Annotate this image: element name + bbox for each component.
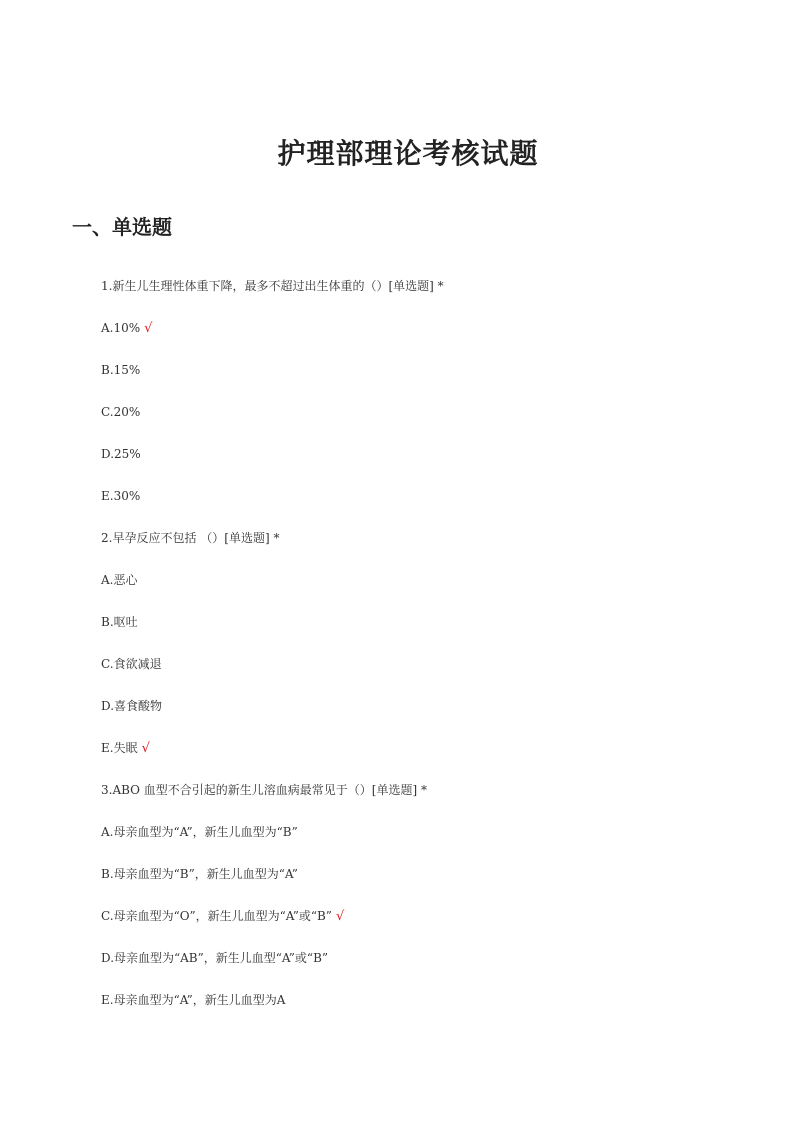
option-label: C.食欲减退 xyxy=(101,657,162,671)
option-label: C.母亲血型为“O”，新生儿血型为“A”或“B” xyxy=(101,909,332,923)
question-stem-2: 2.早孕反应不包括 （）[单选题] * xyxy=(101,531,280,545)
option-3c[interactable] xyxy=(101,905,741,947)
option-label: A.10% xyxy=(101,321,141,335)
question-list xyxy=(101,275,741,1031)
option-2b[interactable] xyxy=(101,611,741,653)
correct-check-icon: √ xyxy=(144,321,153,336)
option-1d[interactable] xyxy=(101,443,741,485)
option-label: B.15% xyxy=(101,363,141,377)
option-label: B.母亲血型为“B”，新生儿血型为“A” xyxy=(101,867,298,881)
question-stem-1: 1.新生儿生理性体重下降，最多不超过出生体重的（）[单选题] * xyxy=(101,279,444,293)
option-label: A.恶心 xyxy=(101,573,138,587)
option-2d[interactable] xyxy=(101,695,741,737)
option-label: D.25% xyxy=(101,447,141,461)
question-stem-3: 3.ABO 血型不合引起的新生儿溶血病最常见于（）[单选题] * xyxy=(101,783,427,797)
option-label: D.母亲血型为“AB”，新生儿血型“A”或“B” xyxy=(101,951,329,965)
option-2c[interactable] xyxy=(101,653,741,695)
option-label: E.母亲血型为“A”，新生儿血型为A xyxy=(101,993,286,1007)
option-1e[interactable] xyxy=(101,485,741,527)
option-1a[interactable] xyxy=(101,317,741,359)
correct-check-icon: √ xyxy=(335,909,345,924)
correct-check-icon: √ xyxy=(141,741,150,756)
section-heading: 一、单选题 xyxy=(72,215,172,239)
option-3a[interactable] xyxy=(101,821,741,863)
option-1c[interactable] xyxy=(101,401,741,443)
option-3b[interactable] xyxy=(101,863,741,905)
option-label: D.喜食酸物 xyxy=(101,699,163,713)
option-1b[interactable] xyxy=(101,359,741,401)
option-label: E.失眠 xyxy=(101,741,138,755)
option-3d[interactable] xyxy=(101,947,741,989)
option-2e[interactable] xyxy=(101,737,741,779)
option-3e[interactable] xyxy=(101,989,741,1031)
page-title: 护理部理论考核试题 xyxy=(277,137,539,170)
option-label: B.呕吐 xyxy=(101,615,138,629)
option-label: A.母亲血型为“A”，新生儿血型为“B” xyxy=(101,825,298,839)
option-label: E.30% xyxy=(101,489,141,503)
option-2a[interactable] xyxy=(101,569,741,611)
option-label: C.20% xyxy=(101,405,141,419)
